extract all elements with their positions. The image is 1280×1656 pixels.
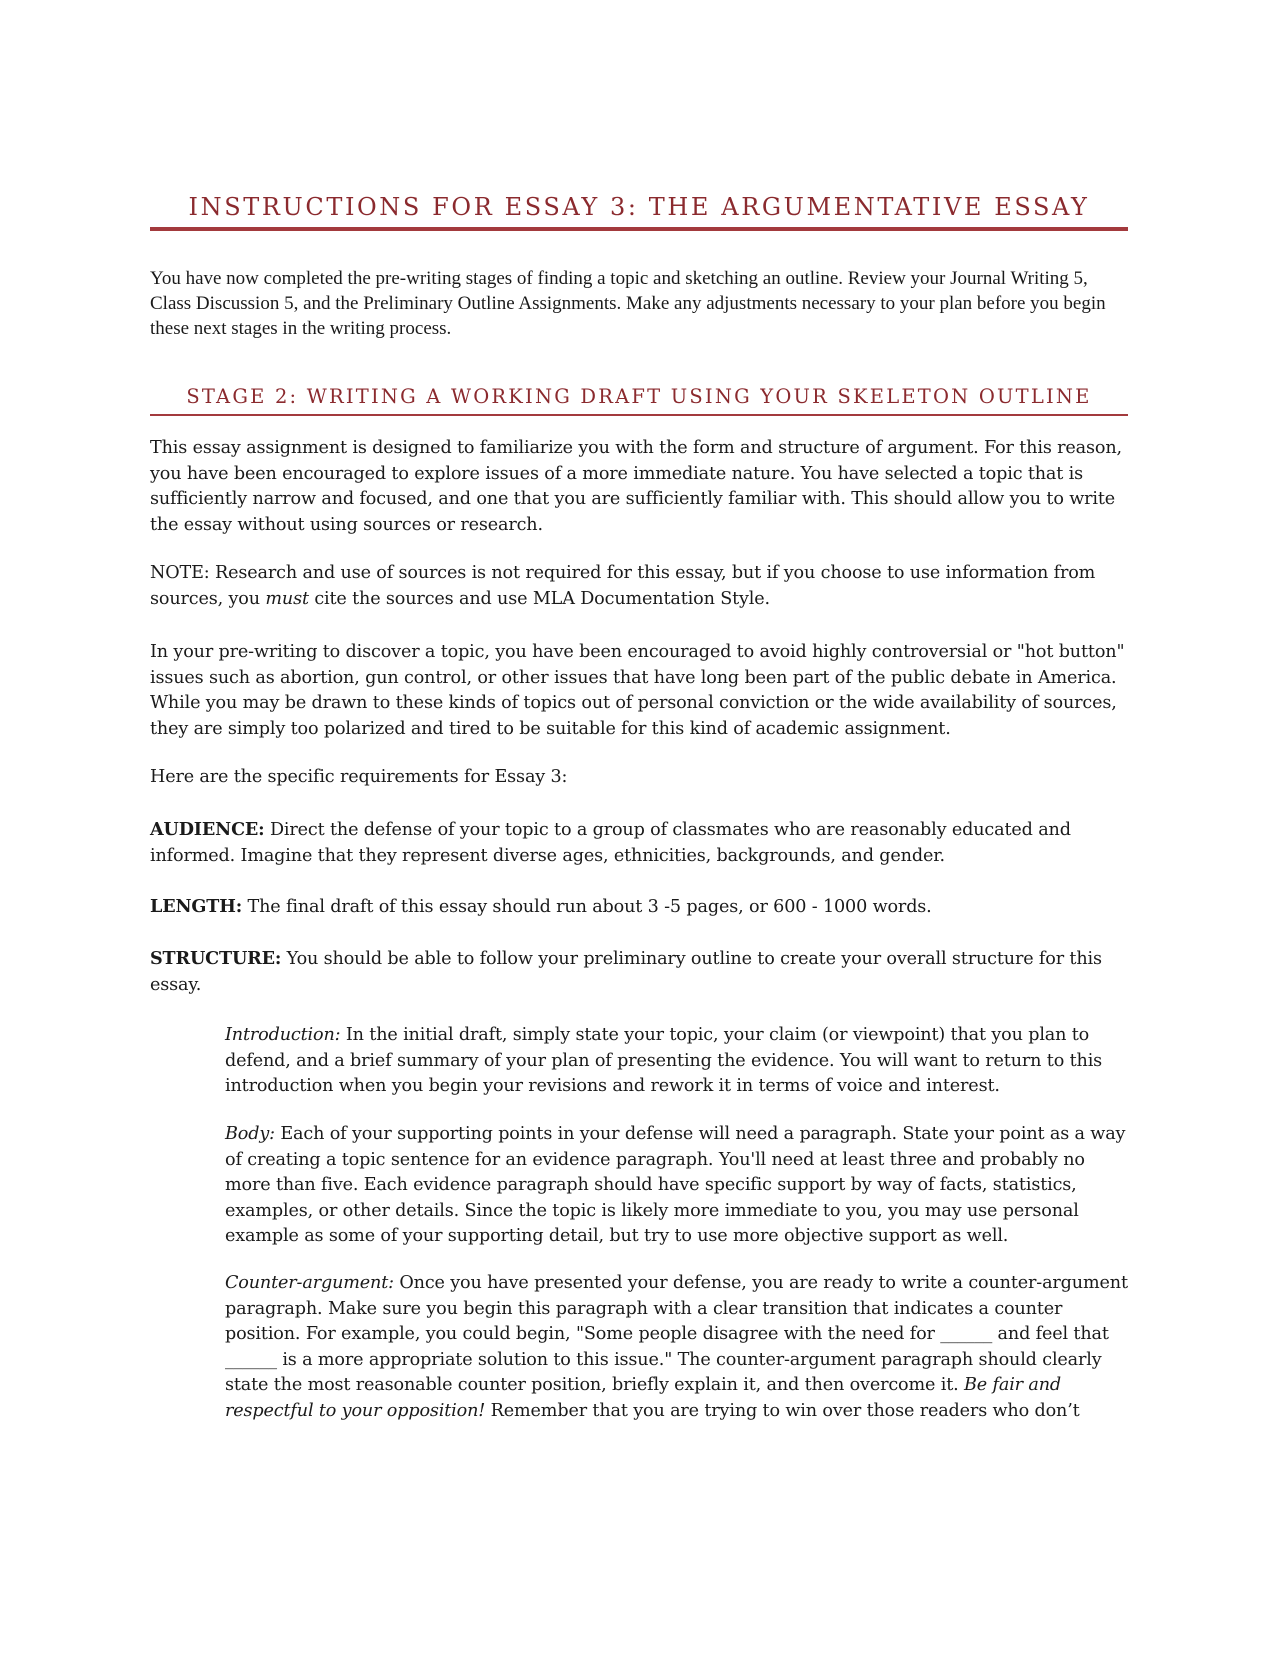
length-paragraph <box>150 894 1128 921</box>
length-text: The final draft of this essay should run about 3 -5 pages, or 600 - 1000 words. <box>242 897 932 917</box>
counter-tail: Remember that you are trying to win over those readers who don’t <box>485 1400 1080 1421</box>
counter-label: Counter-argument: <box>225 1273 394 1293</box>
stage2-heading: STAGE 2: WRITING A WORKING DRAFT USING YOUR SKELETON OUTLINE <box>186 385 1092 408</box>
structure-text: You should be able to follow your preliminary outline to create your overall structure for this essay. <box>150 949 1102 995</box>
introduction-paragraph <box>225 1023 1128 1100</box>
body-text: Each of your supporting points in your defense will need a paragraph. State your point as a way of creating a topic sentence for an evidence paragraph. You'll need at least three and probably no more than five. Each evidence paragraph should have specific support by way of facts, statistics, examples, or other details. Since the topic is likely more immediate to you, you may use personal example as some of your supporting detail, but try to use more objective support as well. <box>225 1124 1126 1247</box>
note-emphasis: must <box>265 588 309 609</box>
counter-argument-paragraph <box>225 1271 1128 1425</box>
audience-label: AUDIENCE: <box>150 819 265 840</box>
note-text-before: NOTE: Research and use of sources is not required for this essay, but if you choose to use information from sources, you <box>150 563 1096 609</box>
structure-label: STRUCTURE: <box>150 948 282 969</box>
structure-paragraph <box>150 946 1128 998</box>
page-title: INSTRUCTIONS FOR ESSAY 3: THE ARGUMENTATIVE ESSAY <box>188 193 1090 221</box>
requirements-lead: Here are the specific requirements for Essay 3: <box>150 767 568 787</box>
intro-paragraph: You have now completed the pre-writing stages of finding a topic and sketching an outline. Review your Journal Writing 5, Class Discussion 5, and the Preliminary Outline Assignments. Make any adjustments necessary to your plan before you begin these next stages in the writing process. <box>150 268 1106 339</box>
introduction-text: In the initial draft, simply state your topic, your claim (or viewpoint) that you plan to defend, and a brief summary of your plan of presenting the evidence. You will want to return to this introduction when you begin your revisions and rework it in terms of voice and interest. <box>225 1025 1103 1097</box>
title-underline <box>150 227 1128 231</box>
length-label: LENGTH: <box>150 896 243 917</box>
design-paragraph: This essay assignment is designed to familiarize you with the form and structure of argument. For this reason, you have been encouraged to explore issues of a more immediate nature. You have selected a topic that is sufficiently narrow and focused, and one that you are sufficiently familiar with. This should allow you to write the essay without using sources or research. <box>150 438 1122 535</box>
counter-emphasis: Be fair and respectful to your opposition! <box>225 1375 1062 1421</box>
stage2-underline <box>150 414 1128 416</box>
prewriting-paragraph: In your pre-writing to discover a topic, you have been encouraged to avoid highly controversial or "hot button" issues such as abortion, gun control, or other issues that have long been part of the public debate in America. While you may be drawn to these kinds of topics out of personal conviction or the wide availability of sources, they are simply too polarized and tired to be suitable for this kind of academic assignment. <box>150 642 1125 739</box>
introduction-label: Introduction: <box>225 1025 341 1045</box>
note-text-after: cite the sources and use MLA Documentation Style. <box>308 588 770 609</box>
body-paragraph <box>225 1122 1128 1250</box>
audience-text: Direct the defense of your topic to a group of classmates who are reasonably educated and informed. Imagine that they represent diverse ages, ethnicities, backgrounds, and gender. <box>150 820 1071 866</box>
body-label: Body: <box>225 1124 275 1144</box>
note-paragraph <box>150 561 1128 612</box>
audience-paragraph <box>150 817 1128 869</box>
counter-text: Once you have presented your defense, you are ready to write a counter-argument paragraph. Make sure you begin this paragraph with a clear transition that indicates a counter position. For example, you could begin, "Some people disagree with the need for ______ and feel that ______ is a more appropriate solution to this issue." The counter-argument paragraph should clearly state the most reasonable counter position, briefly explain it, and then overcome it. <box>225 1273 1128 1396</box>
